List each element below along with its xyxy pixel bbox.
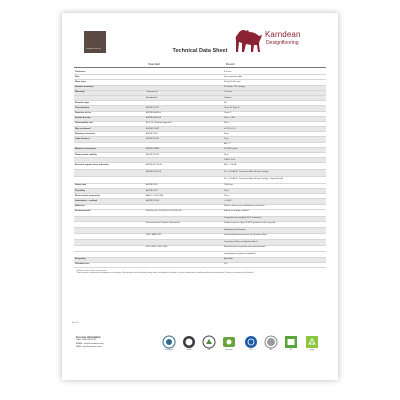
row-result: IIC = 51 dB (6" Concrete Slab w/Drop Ceiling): [224, 170, 269, 173]
row-standard: Residential: [146, 96, 157, 99]
row-result: IIC = 53 dB (6" Concrete Slab w/Drop Ceiling) - Speed Install: [224, 177, 283, 180]
column-header-standard: Standard: [148, 62, 161, 66]
row-result: Please refer to our installation instructions: [224, 205, 265, 208]
row-result: Compliant low emitting VOC emissions: [224, 217, 262, 220]
usgbc-badge-icon: [182, 335, 196, 349]
row-property: Phthalate free: [75, 263, 90, 266]
row-standard: Commercial: [146, 91, 158, 94]
column-header-result: Result: [226, 62, 235, 66]
row-result: < 0.004": [224, 199, 233, 202]
row-standard: ASTM F970: [146, 184, 158, 187]
contact-heading: For more information:: [76, 336, 101, 339]
row-result: Pass: [224, 138, 229, 141]
row-standard: AATCC 134-1998: [146, 194, 164, 197]
row-result: Pass: [224, 153, 229, 156]
row-standard: FF 1-70, Federal approval: [146, 122, 172, 125]
row-result: K-Guard+ PU coating: [224, 86, 245, 89]
badge-label: ISO: [289, 350, 293, 351]
badge-label: FloorScore: [165, 350, 173, 351]
nsf-badge-icon: [202, 335, 216, 349]
row-property: Classification: [75, 106, 90, 109]
table-row: [74, 170, 326, 177]
header-divider: [74, 67, 326, 68]
row-property: Static load: [75, 184, 87, 187]
row-result: management systems standards: [224, 253, 256, 256]
recycle-badge-icon: [305, 335, 319, 349]
row-property: Surface treatment: [75, 86, 94, 89]
karndean-logo: [232, 26, 322, 62]
row-result: Pass: [224, 189, 229, 192]
row-standard: ASTM F2199: [146, 153, 159, 156]
epd-badge-icon: [264, 335, 278, 349]
row-result: Class III Type B: [224, 106, 240, 109]
spec-table: [74, 70, 326, 268]
row-result: 0.004" /in ft: [224, 158, 235, 161]
floorscore-badge-icon: [162, 335, 176, 349]
brand-name: Karndean: [265, 30, 301, 39]
row-property: Slip resistance*: [75, 127, 92, 130]
footnotes: [76, 270, 324, 275]
row-result: No: [224, 101, 227, 104]
row-result: 1,000 psi: [224, 184, 233, 187]
row-property: Light fastness: [75, 138, 90, 141]
badge-label: EPD: [269, 350, 273, 351]
row-result: 4.5 mm: [224, 70, 232, 73]
row-result: Yes: [224, 263, 228, 266]
row-property: Flammability test: [75, 122, 93, 125]
brand-tagline: Designflooring: [266, 40, 299, 46]
row-property: Dimensional stability: [75, 153, 97, 156]
row-result: Class 1: [224, 112, 232, 115]
row-property: Thickness: [75, 70, 86, 73]
row-result: SCOF ≥ 0.5: [224, 127, 236, 130]
floor-score-leaf-badge-icon: [222, 335, 236, 349]
row-standard: ASTM E2179-03: [146, 163, 163, 166]
row-standard: ASTM E492-09: [146, 170, 161, 173]
scs-badge-icon: [244, 335, 258, 349]
row-standard: ASTM D3884: [146, 148, 160, 151]
row-result: third-party verification): [224, 229, 246, 232]
row-result: 11,000 Cycles: [224, 148, 238, 151]
row-result: Manufactured to quality and environmental: [224, 246, 266, 249]
contact-web[interactable]: WEB: www.karndean.com: [76, 345, 102, 348]
row-standard: NSF / ANSI 332: [146, 234, 162, 237]
row-property: Environmental: [75, 210, 91, 213]
row-result: ΔE < 7: [224, 143, 231, 146]
badge-label: USGBC: [186, 350, 192, 351]
row-standard: ISO 14001 / ISO 9001: [146, 246, 168, 249]
row-result: Pass: [224, 194, 229, 197]
data-sheet-page: [62, 13, 338, 380]
row-property: Reaction to fire: [75, 112, 91, 115]
table-row: [74, 163, 326, 170]
row-property: Adhesive: [75, 205, 85, 208]
table-row: [74, 263, 326, 268]
page-title: Technical Data Sheet: [172, 48, 228, 54]
footnote: * Subject to terms. Please see our terms.: [76, 270, 107, 273]
row-property: Beveled edge: [75, 101, 90, 104]
row-property: Warranty*: [75, 91, 86, 94]
row-standard: ASTM F1914: [146, 199, 159, 202]
contact-email[interactable]: EMAIL: info@karndean.com: [76, 342, 104, 345]
badge-label: floor score: [225, 350, 233, 351]
row-standard: ASTM F137: [146, 189, 158, 192]
badge-label: SCS: [249, 350, 253, 351]
row-result: Pass: [224, 122, 229, 125]
row-property: Acoustic impact noise reduction: [75, 163, 109, 166]
row-result: ΔIIC = 16 dB: [224, 163, 237, 166]
row-result: Pass < 450: [224, 117, 236, 120]
row-property: Indentation - residual: [75, 199, 98, 202]
badge-label: NSF: [207, 350, 211, 351]
row-standard: ASTM F1700: [146, 106, 159, 109]
contact-phone: CALL: 888-266-9274: [76, 339, 97, 342]
contact-block: [76, 336, 103, 349]
row-property: Wear layer: [75, 80, 87, 83]
row-standard: FloorScore® SCS-EC10.3-2014 v4.0: [146, 210, 182, 213]
row-result: Sustainability Assessment for Resilient Floor: [224, 234, 268, 237]
row-result: Indoor air quality certified: [224, 210, 249, 213]
row-result: Lifetime: [224, 96, 232, 99]
badge-label: recycle: [309, 350, 315, 351]
row-property: Size: [75, 75, 80, 78]
row-property: Electrostatic propensity: [75, 194, 100, 197]
row-result: See separate table: [224, 75, 243, 78]
row-standard: ASTM E648-06: [146, 112, 161, 115]
row-standard: Environmental Product Declaration: [146, 222, 180, 225]
row-result: 30 mil (0.55 mm): [224, 80, 241, 83]
row-property: Staining resistance: [75, 132, 96, 135]
row-property: Flexibility: [75, 189, 86, 192]
row-result: Coverings (Silver certified product): [224, 241, 258, 244]
row-property: Abrasion resistance: [75, 148, 96, 151]
iso-badge-icon: [284, 335, 298, 349]
certification-badges: [162, 335, 322, 351]
row-result: Available: [224, 258, 233, 261]
row-result: Product specific Type III EPD (products with recycled: [224, 222, 276, 225]
row-result: Pass: [224, 132, 229, 135]
row-standard: ASTM E662-06: [146, 117, 161, 120]
row-result: 15 Years: [224, 91, 233, 94]
row-standard: ASTM F1515: [146, 138, 159, 141]
swatch-label: Karndean Loose Lay: [86, 49, 101, 50]
row-property: Smoke density: [75, 117, 91, 120]
revision-label: Rev 0.2: [72, 322, 79, 324]
row-property: Recycling: [75, 258, 86, 261]
footnote: * Slip resistance is measured on homogeneous test samples. Slip resistance can be affected by many factors, including but not limited to, surface contamination, installation method, and maintenance. Please see our website for full details.: [76, 272, 254, 275]
row-standard: ASTM D2047: [146, 127, 160, 130]
row-standard: ASTM F925: [146, 132, 158, 135]
